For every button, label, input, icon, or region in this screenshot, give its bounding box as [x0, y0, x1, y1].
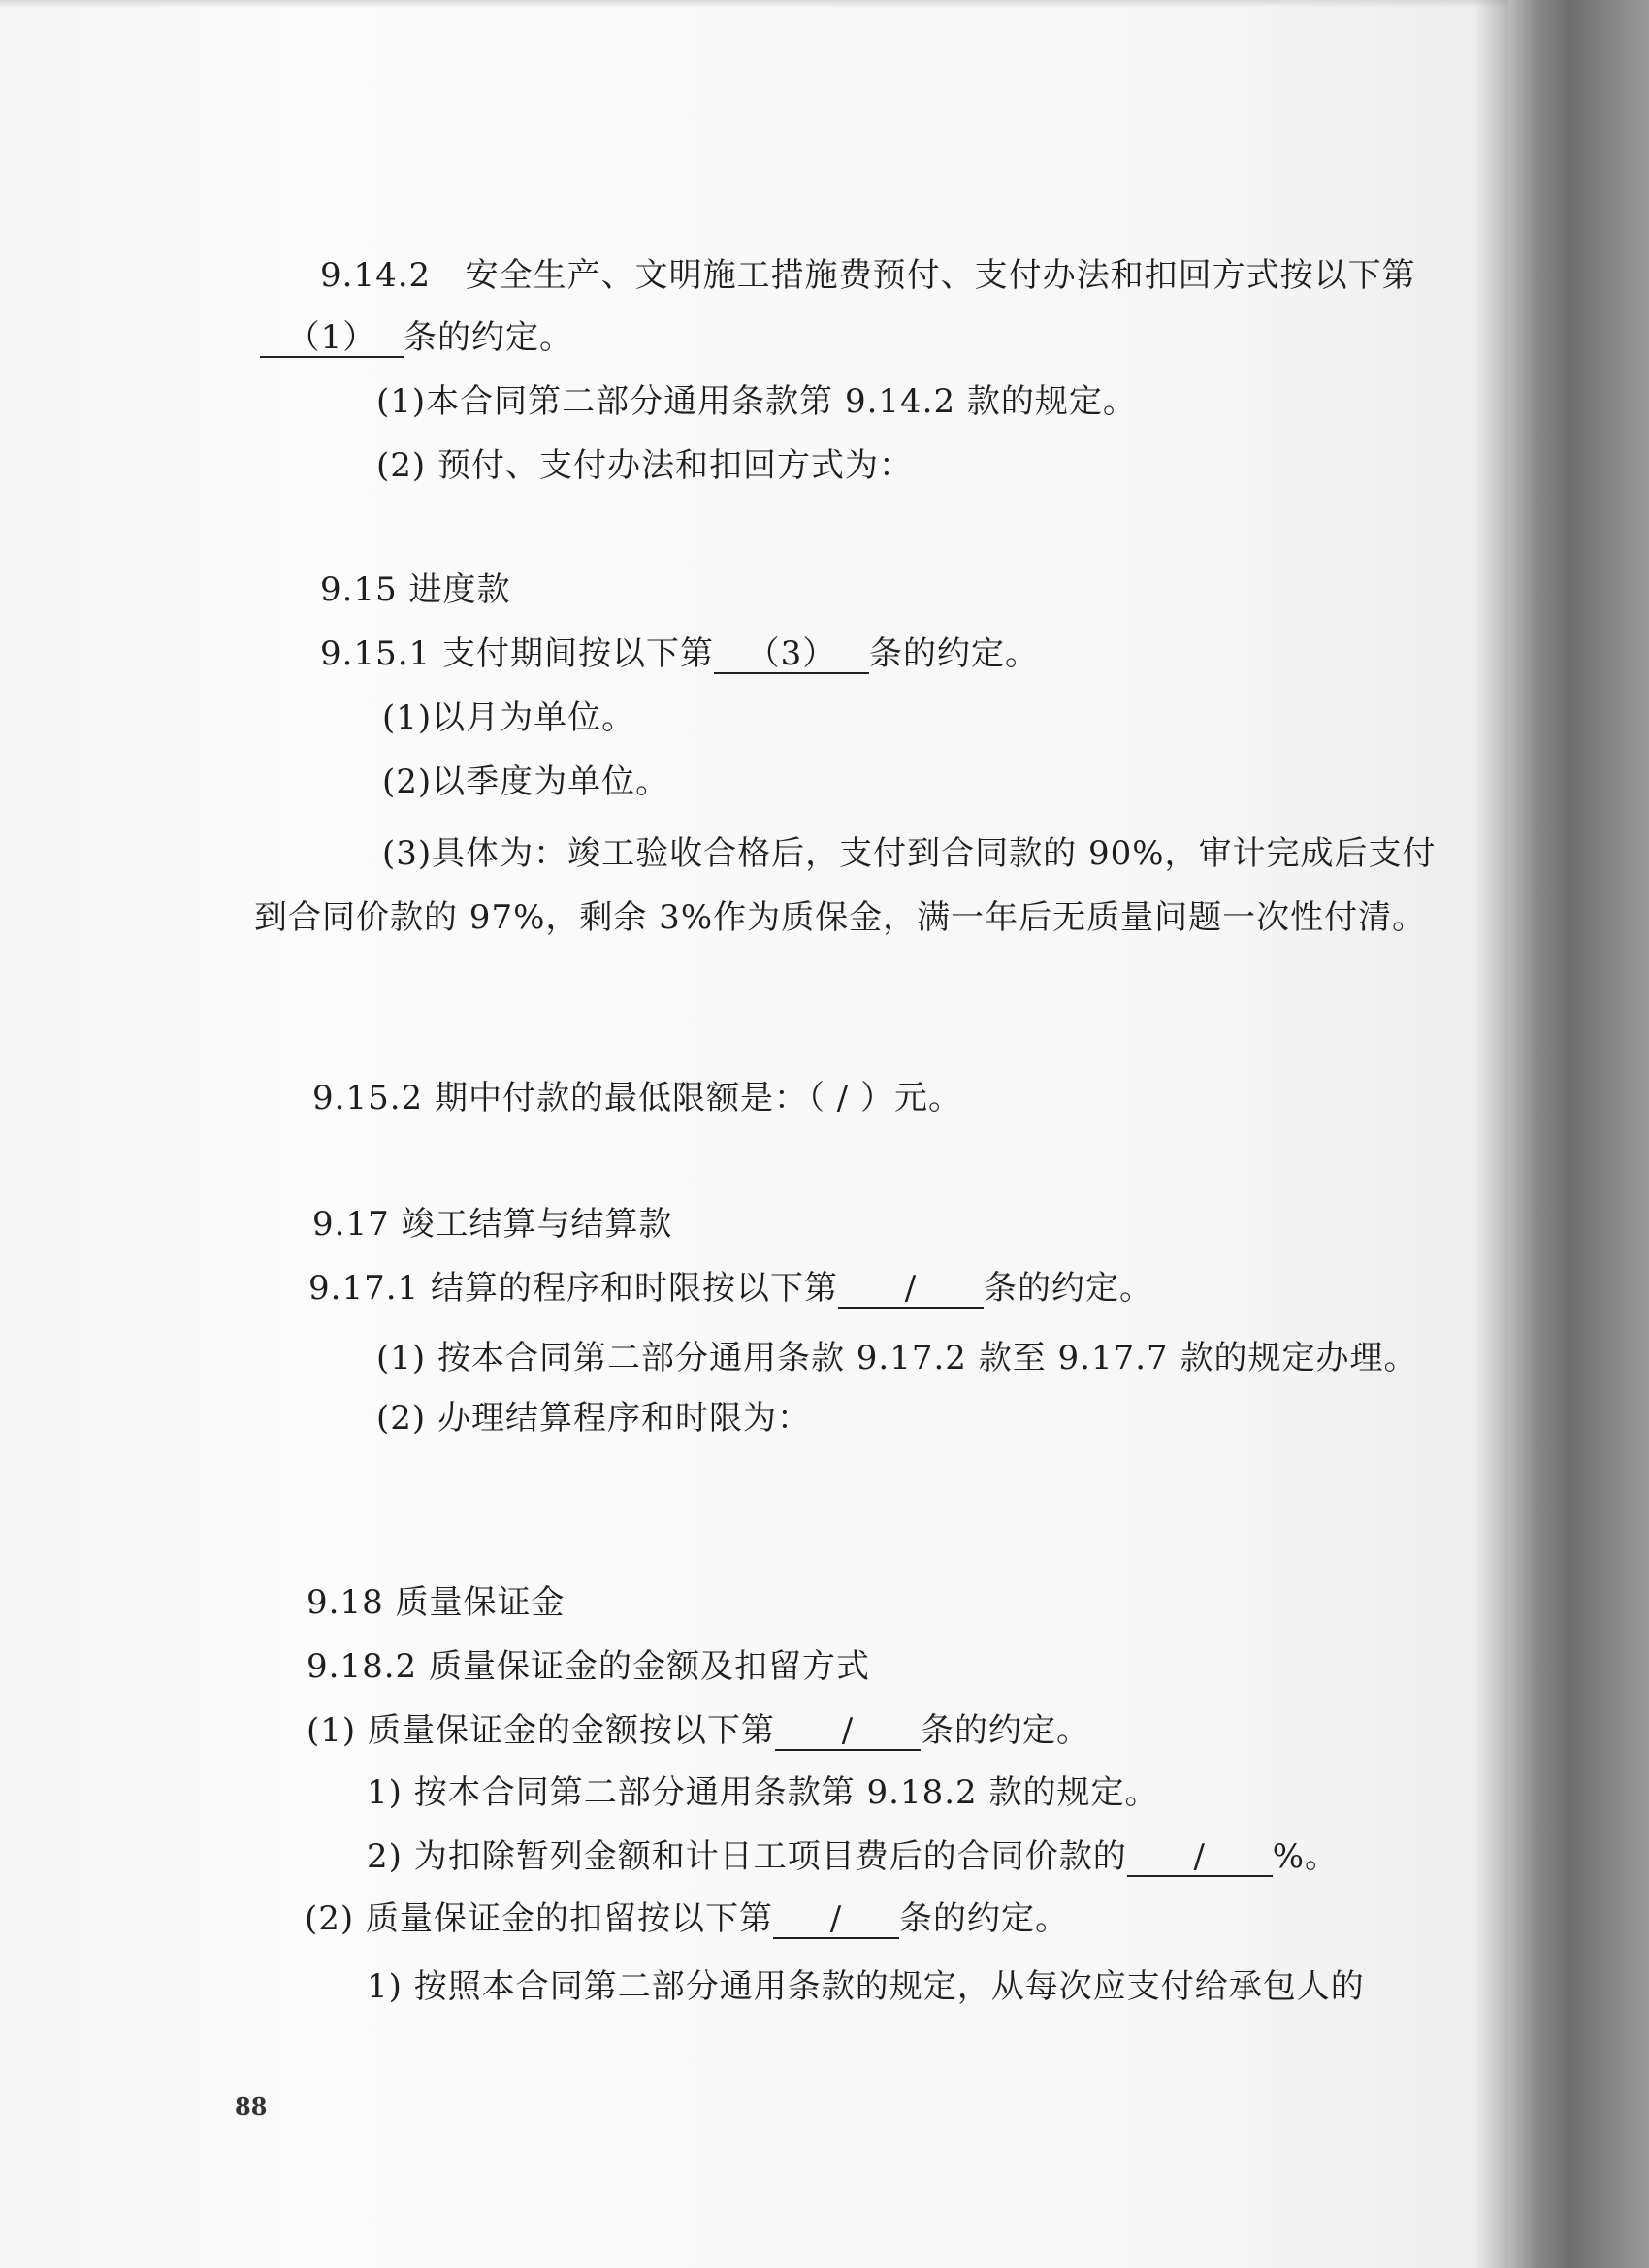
clause-text: (2) 质量保证金的扣留按以下第 [305, 1899, 773, 1938]
clause-text: 条的约定。 [920, 1711, 1090, 1750]
scan-shadow-edge [1474, 0, 1649, 2268]
section-heading-9-18: 9.18 质量保证金 [307, 1583, 566, 1622]
clause-text: 安全生产、文明施工措施费预付、支付办法和扣回方式按以下第 [465, 256, 1416, 295]
clause-text: %。 [1272, 1837, 1340, 1876]
option-2: (2) 办理结算程序和时限为： [376, 1399, 811, 1438]
option-3-cont: 到合同价款的 97%，剩余 3%作为质保金，满一年后无质量问题一次性付清。 [254, 898, 1427, 937]
fill-blank: / [775, 1712, 921, 1751]
fill-blank: / [838, 1270, 984, 1309]
option-3: (3)具体为：竣工验收合格后，支付到合同款的 90%，审计完成后支付 [382, 834, 1437, 873]
clause-9-18-2: 9.18.2 质量保证金的金额及扣留方式 [307, 1647, 870, 1686]
clause-9-14-2 [320, 254, 1416, 297]
fill-blank: / [773, 1900, 899, 1939]
option-1: (1)以月为单位。 [382, 698, 636, 737]
clause-9-15-1 [320, 632, 1039, 675]
fill-blank: （3） [714, 635, 869, 674]
clause-9-15-2: 9.15.2 期中付款的最低限额是：（ / ）元。 [312, 1079, 963, 1118]
page-top-edge [0, 0, 1508, 8]
section-heading-9-17: 9.17 竣工结算与结算款 [312, 1205, 673, 1244]
clause-text: 条的约定。 [404, 318, 573, 357]
clause-text: 条的约定。 [898, 1899, 1069, 1938]
option-2: (2)以季度为单位。 [382, 762, 670, 801]
fill-blank: （1） [260, 319, 404, 358]
sub-item-2 [367, 1835, 1339, 1878]
clause-number: 9.14.2 [320, 256, 432, 295]
sub-item-1: 1) 按本合同第二部分通用条款第 9.18.2 款的规定。 [367, 1773, 1159, 1812]
section-heading-9-15: 9.15 进度款 [320, 570, 511, 609]
clause-9-14-2-cont [260, 316, 573, 359]
clause-text: 条的约定。 [983, 1269, 1153, 1308]
option-1: (1)本合同第二部分通用条款第 9.14.2 款的规定。 [376, 382, 1137, 421]
item-2 [305, 1897, 1069, 1940]
page-number: 88 [235, 2092, 268, 2121]
item-1 [307, 1709, 1090, 1752]
clause-text: 9.15.1 支付期间按以下第 [320, 634, 714, 673]
clause-text: 条的约定。 [868, 634, 1039, 673]
option-2: (2) 预付、支付办法和扣回方式为： [376, 446, 913, 485]
sub-item-1: 1) 按照本合同第二部分通用条款的规定，从每次应支付给承包人的 [367, 1967, 1365, 2006]
clause-text: 9.17.1 结算的程序和时限按以下第 [308, 1269, 838, 1308]
clause-9-17-1 [308, 1267, 1153, 1310]
fill-blank: / [1127, 1838, 1273, 1877]
clause-text: 2) 为扣除暂列金额和计日工项目费后的合同价款的 [367, 1837, 1127, 1876]
option-1: (1) 按本合同第二部分通用条款 9.17.2 款至 9.17.7 款的规定办理。 [376, 1339, 1418, 1377]
clause-text: (1) 质量保证金的金额按以下第 [307, 1711, 775, 1750]
